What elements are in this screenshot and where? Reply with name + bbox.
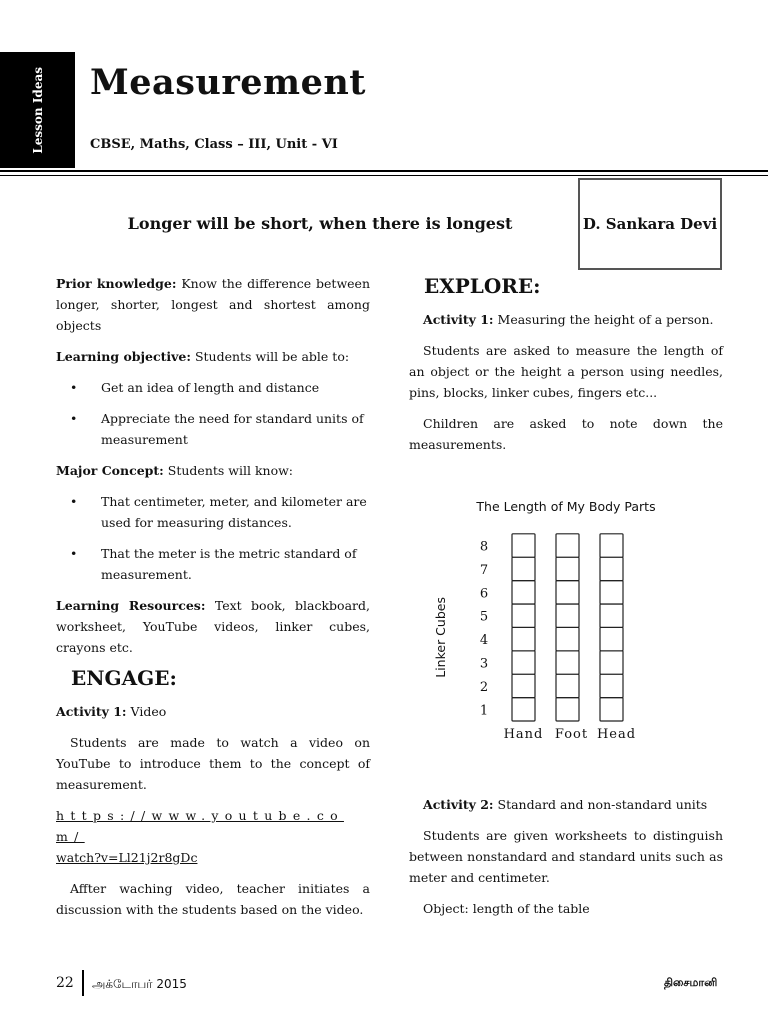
y-tick-label: 8 [479,539,489,555]
learning-resources-label: Learning Resources: [56,598,206,613]
explore-activity-1-label: Activity 1: [423,312,494,327]
linker-cube [512,627,535,650]
linker-cube [556,674,579,697]
explore-paragraph-3: Students are given worksheets to distinguish between nonstandard and standard units such as meter and centimeter. [409,828,723,885]
learning-objective [56,346,370,367]
engage-activity-1-label: Activity 1: [56,704,127,719]
bullet-icon: • [70,546,78,561]
prior-knowledge-label: Prior knowledge: [56,276,177,291]
author-box [578,178,722,270]
learning-objective-text: Students will be able to: [190,349,350,364]
linker-cube [600,604,623,627]
linker-cube [512,651,535,674]
article-tagline: Longer will be short, when there is longest [127,214,513,233]
linker-cube [556,581,579,604]
major-concept-label: Major Concept: [56,463,164,478]
explore-activity-2-text: Standard and non-standard units [493,797,708,812]
bullet-icon: • [70,411,78,426]
linker-cube [600,674,623,697]
linker-cube [556,557,579,580]
video-link[interactable] [56,805,370,868]
explore-paragraph-2: Children are asked to note down the measurements. [409,416,723,452]
y-axis-label: Linker Cubes [433,597,448,678]
category-label: Hand [503,727,544,742]
page-number: 22 [56,975,74,991]
learning-resources-text: Text book, blackboard, worksheet, YouTube videos, linker cubes, crayons etc. [56,598,370,655]
y-tick-label: 4 [479,633,489,649]
prior-knowledge [56,273,370,336]
engage-heading: ENGAGE: [71,666,177,690]
linker-cube [512,557,535,580]
list-item-text: That centimeter, meter, and kilometer are used for measuring distances. [101,494,367,530]
author-name: D. Sankara Devi [582,215,718,233]
engage-paragraph-2: Affter waching video, teacher initiates a discussion with the students based on the video. [56,881,370,917]
y-tick-label: 1 [479,703,489,719]
y-tick-label: 5 [479,609,489,625]
linker-cube [556,604,579,627]
explore-activity-2-label: Activity 2: [423,797,494,812]
section-tab-label: Lesson Ideas [30,66,45,154]
issue-date: அக்டோபர் 2015 [92,977,187,991]
major-concept-text: Students will know: [163,463,294,478]
y-tick-label: 6 [479,586,489,602]
list-item [56,543,370,585]
list-item [56,377,370,398]
linker-cube [600,698,623,721]
video-link-line-2[interactable]: watch?v=Ll21j2r8gDc [56,850,198,865]
list-item-text: Get an idea of length and distance [101,380,320,395]
linker-cube [512,604,535,627]
footer-divider [82,970,84,996]
linker-cube [556,627,579,650]
explore-paragraph-1: Students are asked to measure the length of an object or the height a person using needles, pins, blocks, linker cubes, fingers etc... [409,343,723,400]
prior-knowledge-text: Know the difference between longer, shorter, longest and shortest among objects [56,276,371,333]
left-column [56,273,370,930]
page-subtitle: CBSE, Maths, Class – III, Unit - VI [90,137,338,152]
linker-cube [512,674,535,697]
header-rule-thin [0,175,768,176]
linker-cube [512,698,535,721]
linker-cube [556,534,579,557]
category-label: Foot [554,727,589,742]
section-tab [0,52,75,168]
page-title: Measurement [90,62,366,103]
y-tick-label: 2 [479,679,489,695]
bullet-icon: • [70,380,78,395]
publication-name: திசைமானி [664,976,718,989]
linker-cube [556,698,579,721]
list-item [56,408,370,450]
bullet-icon: • [70,494,78,509]
explore-heading: EXPLORE: [424,274,541,298]
linker-cube [512,581,535,604]
list-item-text: Appreciate the need for standard units of measurement [101,411,364,447]
right-column-bottom [409,794,723,929]
engage-paragraph-1: Students are made to watch a video on YouTube to introduce them to the concept of measurement. [56,735,370,792]
linker-cube [600,651,623,674]
video-link-line-1[interactable]: https://www.youtube.com/ [56,808,344,844]
list-item-text: That the meter is the metric standard of measurement. [101,546,357,582]
engage-activity-1-text: Video [126,704,167,719]
explore-paragraph-4: Object: length of the table [423,901,590,916]
chart-title: The Length of My Body Parts [476,499,656,514]
list-item [56,491,370,533]
learning-objective-label: Learning objective: [56,349,191,364]
major-concept [56,460,370,481]
y-tick-label: 3 [479,656,489,672]
linker-cube [512,534,535,557]
linker-cube [600,627,623,650]
linker-cube [600,557,623,580]
right-column-top [409,276,723,465]
header-rule-thick [0,170,768,172]
learning-resources [56,595,370,658]
explore-activity-1-text: Measuring the height of a person. [493,312,714,327]
engage-activity-1 [56,701,370,722]
linker-cube [556,651,579,674]
category-label: Head [596,727,637,742]
body-parts-chart [409,490,723,750]
linker-cube [600,534,623,557]
y-tick-label: 7 [479,562,489,578]
explore-activity-2 [409,794,723,815]
explore-activity-1 [409,309,723,330]
linker-cube [600,581,623,604]
